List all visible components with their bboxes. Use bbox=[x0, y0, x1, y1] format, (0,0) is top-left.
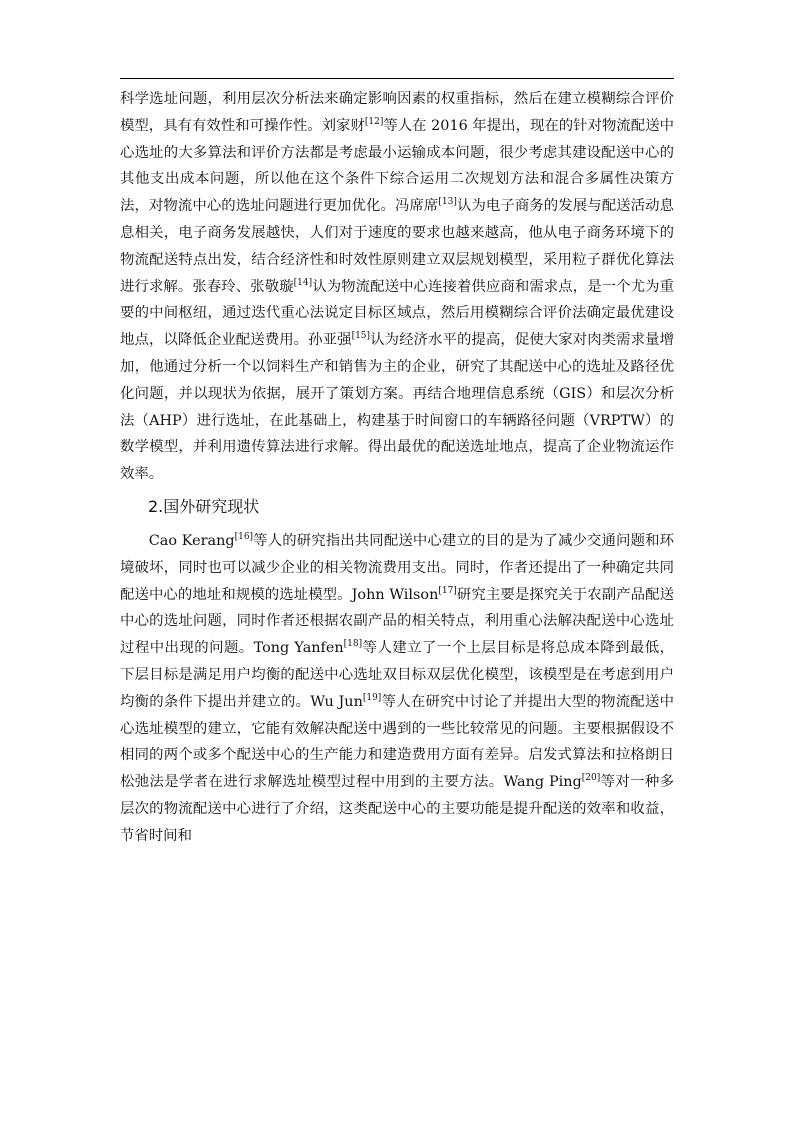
paragraph-foreign-research bbox=[120, 528, 674, 850]
text-run: 等对一种多层次的物流配送中心进行了介绍，这类配送中心的主要功能是提升配送的效率和收益，节省时间和 bbox=[120, 774, 674, 844]
citation-marker: [12] bbox=[364, 117, 384, 127]
citation-marker: [13] bbox=[438, 197, 457, 208]
header-rule bbox=[120, 78, 674, 79]
citation-marker: [16] bbox=[234, 532, 254, 543]
text-run: 认为电子商务的发展与配送活动息息相关，电子商务发展越快，人们对于速度的要求也越来越高，他从电子商务环境下的物流配送特点出发，结合经济性和时效性原则建立双层规划模型，采用粒子群优化算法进行求解。张春玲、张敬璇 bbox=[120, 198, 674, 295]
text-run: Cao Kerang bbox=[148, 532, 235, 549]
text-run: 认为经济水平的提高，促使大家对肉类需求量增加，他通过分析一个以饲料生产和销售为主的企业，研究了其配送中心的选址及路径优化问题，并以现状为依据，展开了策划方案。再结合地理信息系统（GIS）和层次分析法（AHP）进行选址，在此基础上，构建基于时间窗口的车辆路径问题（VRPTW）的数学模型，并利用遗传算法进行求解。得出最优的配送选址地点，提高了企业物流运作效率。 bbox=[120, 332, 674, 483]
citation-marker: [14] bbox=[293, 277, 313, 288]
text-run: 研究主要是探究关于农副产品配送中心的选址问题，同时作者还根据农副产品的相关特点，利用重心法解决配送中心选址过程中出现的问题。Tong Yanfen bbox=[120, 586, 674, 657]
text-run: 等人在研究中讨论了并提出大型的物流配送中心选址模型的建立，它能有效解决配送中遇到的一些比较常见的问题。主要根据假设不相同的两个或多个配送中心的生产能力和建造费用方面有差异。启发式算法和拉格朗日松弛法是学者在进行求解选址模型过程中用到的主要方法。Wang Ping bbox=[120, 693, 674, 791]
text-run: 等人的研究指出共同配送中心建立的目的是为了减少交通问题和环境破坏，同时也可以减少企业的相关物流费用支出。同时，作者还提出了一种确定共同配送中心的地址和规模的选址模型。John Wilson bbox=[120, 532, 674, 603]
citation-marker: [20] bbox=[581, 773, 601, 784]
section-heading: 2.国外研究现状 bbox=[148, 496, 260, 516]
body-text bbox=[120, 86, 674, 850]
text-run: 科学选址问题，利用层次分析法来确定影响因素的权重指标，然后在建立模糊综合评价模型，具有有效性和可操作性。刘家财 bbox=[120, 91, 674, 134]
citation-marker: [18] bbox=[343, 639, 363, 650]
citation-marker: [19] bbox=[362, 692, 382, 703]
citation-marker: [17] bbox=[438, 585, 457, 596]
citation-marker: [15] bbox=[351, 331, 371, 342]
text-run: 认为物流配送中心连接着供应商和需求点，是一个尤为重要的中间枢纽，通过迭代重心法说定目标区域点，然后用模糊综合评价法确定最优建设地点，以降低企业配送费用。孙亚强 bbox=[120, 278, 674, 349]
paragraph-domestic-research bbox=[120, 86, 674, 488]
text-run: 等人在 2016 年提出，现在的针对物流配送中心选址的大多算法和评价方法都是考虑最小运输成本问题，很少考虑其建设配送中心的其他支出成本问题，所以他在这个条件下综合运用二次规划方法和混合多属性决策方法，对物流中心的选址问题进行更加优化。冯席席 bbox=[120, 117, 674, 215]
text-run: 等人建立了一个上层目标是将总成本降到最低，下层目标是满足用户均衡的配送中心选址双目标双层优化模型，该模型是在考虑到用户均衡的条件下提出并建立的。Wu Jun bbox=[120, 640, 674, 710]
